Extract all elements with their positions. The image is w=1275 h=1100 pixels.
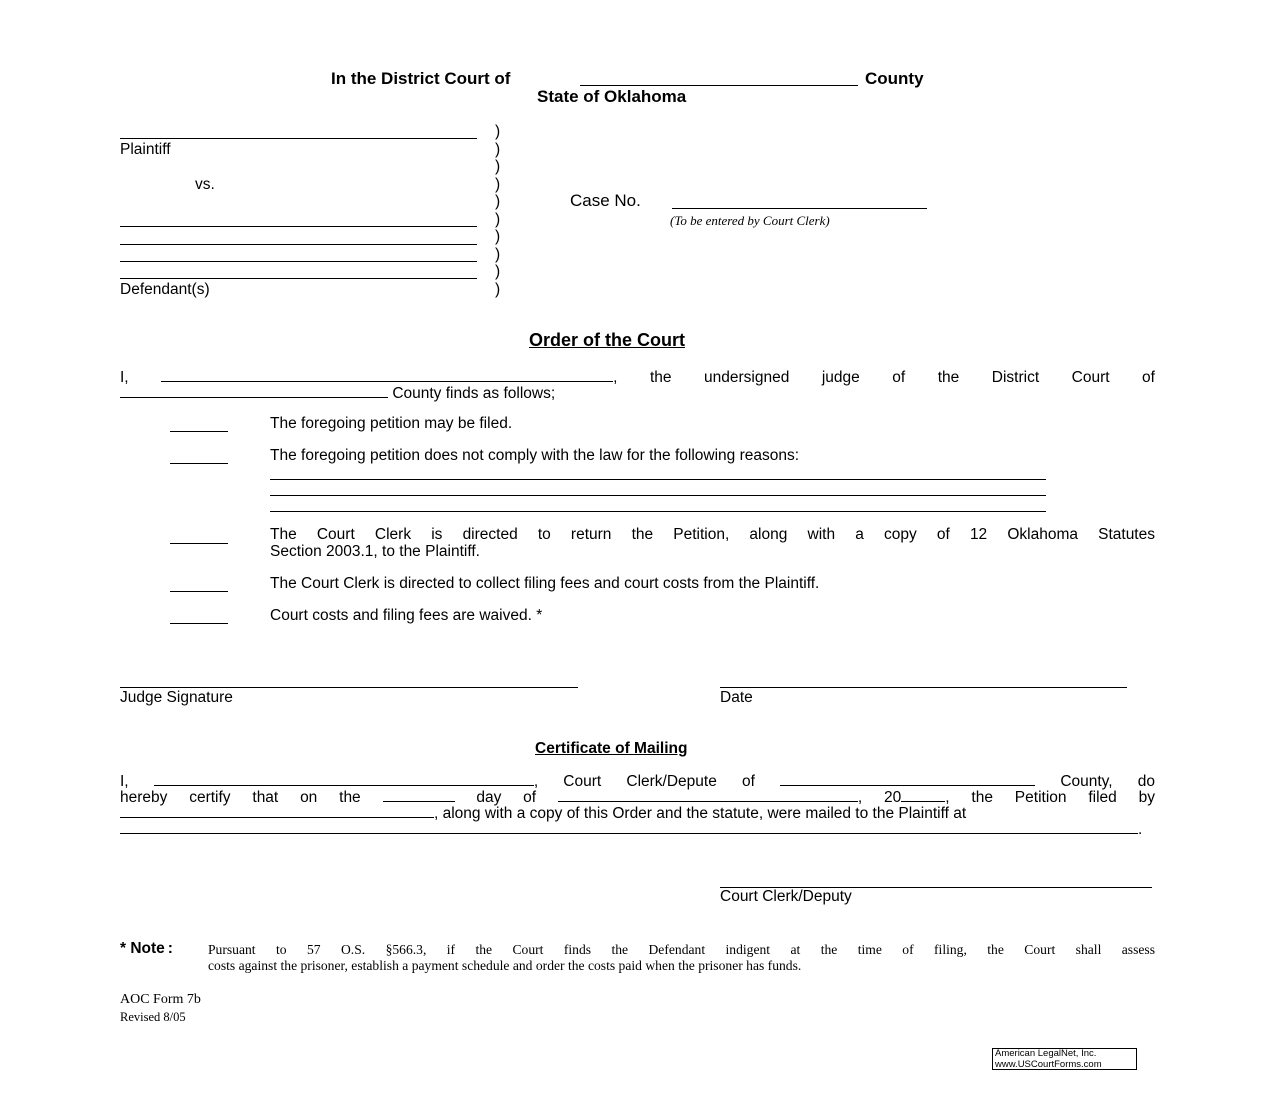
- filed-by-blank[interactable]: [120, 805, 434, 818]
- defendant-label: Defendant(s): [120, 281, 210, 298]
- order-title: Order of the Court: [529, 330, 685, 350]
- option-1-text: The foregoing petition may be filed.: [270, 415, 513, 432]
- note-colon: :: [167, 940, 173, 957]
- paren-3: ): [495, 158, 501, 175]
- cert-certify-text: hereby certify that on the: [120, 789, 361, 806]
- option-2-check[interactable]: [170, 463, 228, 464]
- badge-line2: www.USCourtForms.com: [995, 1058, 1102, 1070]
- order-intro-line2: [120, 385, 555, 403]
- defendant-blank-4[interactable]: [120, 278, 477, 279]
- cert-filedby-text: , the Petition filed by: [945, 789, 1155, 806]
- case-no-blank[interactable]: [672, 208, 927, 209]
- year-blank[interactable]: [901, 789, 945, 802]
- cert-mailed-text: , along with a copy of this Order and the statute, were mailed to the Plaintiff at: [434, 805, 967, 822]
- badge-line1: American LegalNet, Inc.: [995, 1048, 1097, 1059]
- judge-signature-line[interactable]: [120, 687, 578, 688]
- order-intro-line1: [120, 369, 1155, 386]
- intro-i: I,: [120, 369, 129, 386]
- judge-signature-label: Judge Signature: [120, 689, 233, 706]
- paren-1: ): [495, 123, 501, 140]
- reason-blank-3[interactable]: [270, 511, 1046, 512]
- paren-9: ): [495, 263, 501, 280]
- county-blank[interactable]: [580, 85, 858, 86]
- date-line[interactable]: [720, 687, 1127, 688]
- option-4-text: The Court Clerk is directed to collect filing fees and court costs from the Plaintiff.: [270, 575, 820, 592]
- plaintiff-label: Plaintiff: [120, 141, 171, 158]
- option-3-text-cont: Section 2003.1, to the Plaintiff.: [270, 543, 480, 560]
- month-blank[interactable]: [558, 789, 858, 802]
- clerk-county-blank[interactable]: [780, 773, 1035, 786]
- note-line1: Pursuant to 57 O.S. §566.3, if the Court finds the Defendant indigent at the time of filing, the Court shall assess: [208, 942, 1155, 957]
- cert-i: I,: [120, 773, 129, 790]
- case-no-note: (To be entered by Court Clerk): [670, 213, 830, 228]
- cert-line2: [120, 789, 1155, 806]
- judge-name-blank[interactable]: [161, 369, 613, 382]
- intro-line2-text: County finds as follows;: [392, 385, 556, 402]
- option-3-text: The Court Clerk is directed to return the Petition, along with a copy of 12 Oklahoma Statutes: [270, 526, 1155, 543]
- cert-line1: [120, 773, 1155, 790]
- paren-6: ): [495, 211, 501, 228]
- revised-date: Revised 8/05: [120, 1010, 186, 1024]
- cert-county-text: County, do: [1060, 773, 1155, 790]
- paren-2: ): [495, 141, 501, 158]
- option-5-text: Court costs and filing fees are waived. *: [270, 607, 543, 624]
- option-1-check[interactable]: [170, 431, 228, 432]
- paren-10: ): [495, 281, 501, 298]
- cert-period: .: [1138, 821, 1143, 838]
- court-header-prefix: In the District Court of: [331, 69, 511, 88]
- date-label: Date: [720, 689, 753, 706]
- day-blank[interactable]: [383, 789, 455, 802]
- defendant-blank-2[interactable]: [120, 244, 477, 245]
- option-4-check[interactable]: [170, 591, 228, 592]
- clerk-signature-label: Court Clerk/Deputy: [720, 888, 852, 905]
- case-no-label: Case No.: [570, 191, 641, 210]
- reason-blank-2[interactable]: [270, 495, 1046, 496]
- plaintiff-blank[interactable]: [120, 138, 477, 139]
- option-5-check[interactable]: [170, 623, 228, 624]
- note-label: [120, 940, 173, 958]
- defendant-blank-1[interactable]: [120, 226, 477, 227]
- form-number: AOC Form 7b: [120, 992, 201, 1007]
- note-line2: costs against the prisoner, establish a payment schedule and order the costs paid when the prisoner has funds.: [208, 958, 802, 973]
- defendant-blank-3[interactable]: [120, 261, 477, 262]
- cert-line4: [120, 821, 1142, 839]
- legalnet-badge: [992, 1048, 1137, 1070]
- cert-year-text: , 20: [857, 789, 902, 806]
- paren-8: ): [495, 246, 501, 263]
- option-2-text: The foregoing petition does not comply with the law for the following reasons:: [270, 447, 800, 464]
- paren-4: ): [495, 176, 501, 193]
- court-header-county: County: [865, 69, 924, 88]
- paren-7: ): [495, 228, 501, 245]
- vs-label: vs.: [195, 176, 215, 193]
- state-heading: State of Oklahoma: [537, 87, 687, 106]
- note-label-text: * Note: [120, 940, 165, 957]
- clerk-name-blank[interactable]: [154, 773, 534, 786]
- judge-county-blank[interactable]: [120, 385, 388, 398]
- option-3-check[interactable]: [170, 543, 228, 544]
- cert-dayof-text: day of: [476, 789, 537, 806]
- address-blank[interactable]: [120, 821, 1138, 834]
- certificate-title: Certificate of Mailing: [535, 740, 688, 757]
- cert-clerk-text: , Court Clerk/Depute of: [533, 773, 755, 790]
- intro-rest: , the undersigned judge of the District Court of: [613, 369, 1155, 386]
- paren-5: ): [495, 193, 501, 210]
- reason-blank-1[interactable]: [270, 479, 1046, 480]
